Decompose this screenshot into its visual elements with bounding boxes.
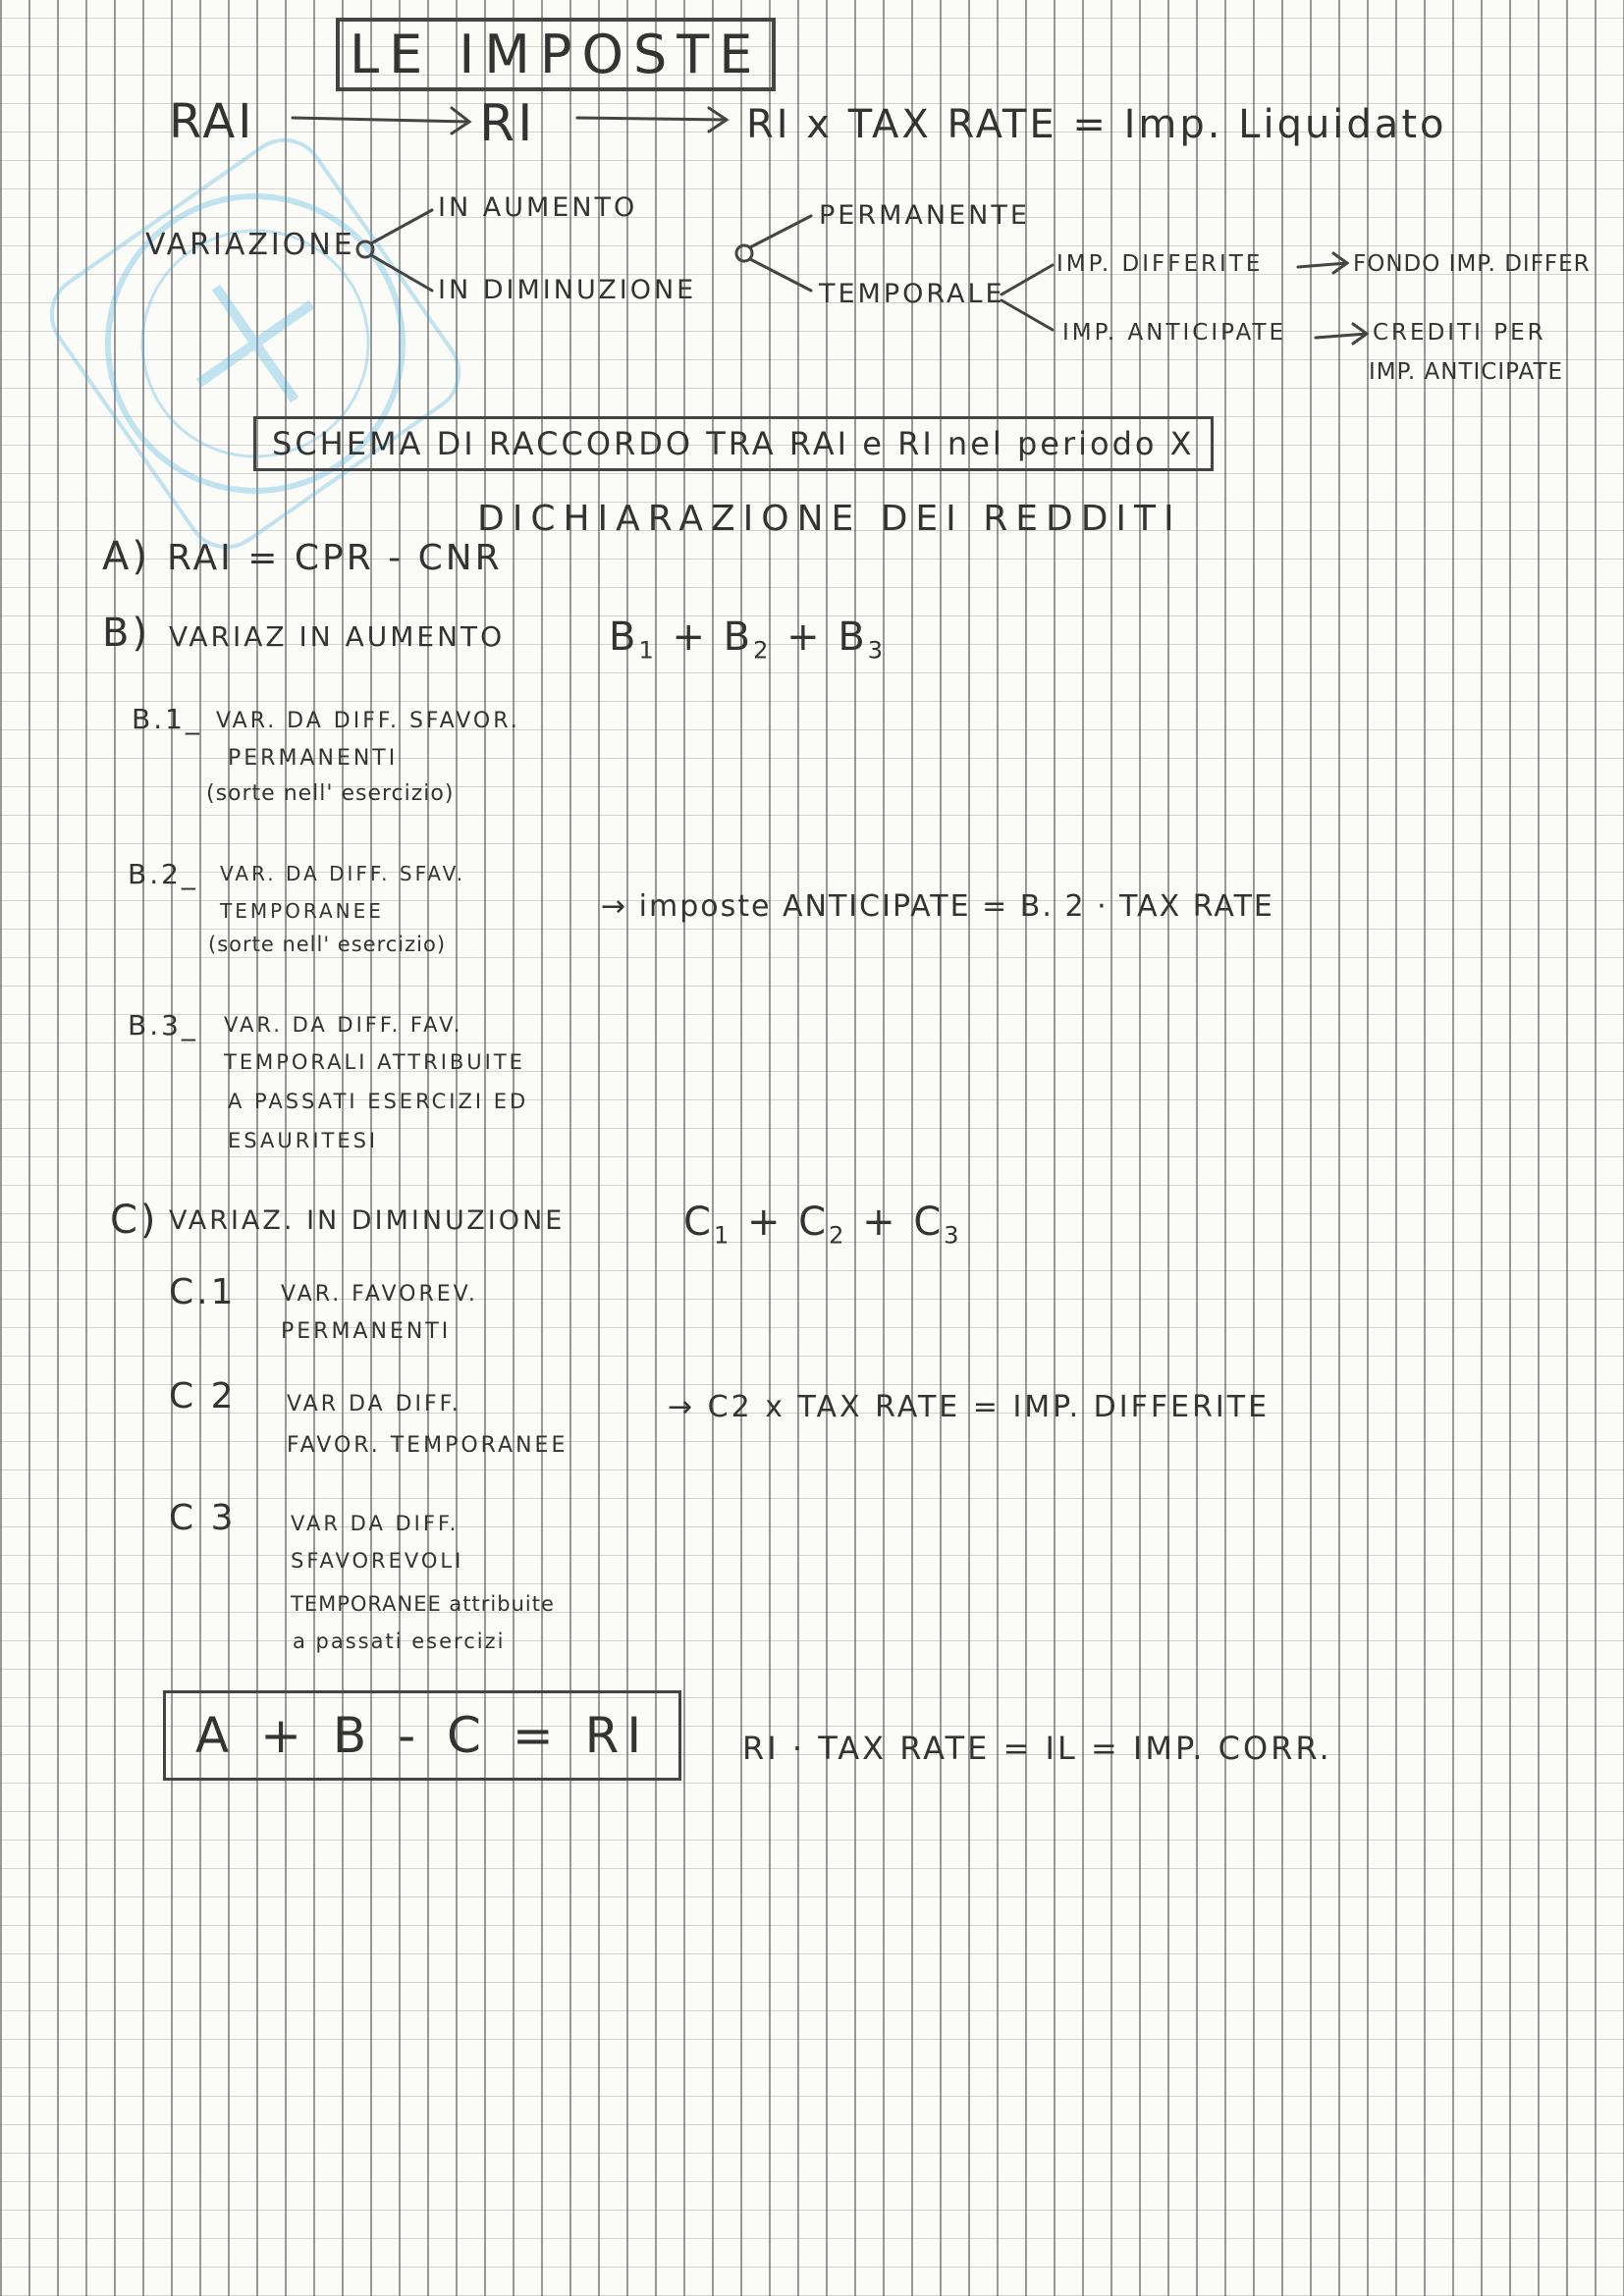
b2-code: B.2_ xyxy=(128,858,198,890)
fondo-imp-label: FONDO IMP. DIFFER xyxy=(1353,251,1591,277)
permanente-label: PERMANENTE xyxy=(819,200,1030,231)
b-sum-s2: 2 xyxy=(753,636,772,665)
b1-code: B.1_ xyxy=(132,703,202,735)
b-sum-b3: + B xyxy=(786,614,868,660)
b-sum-s3: 3 xyxy=(867,636,887,665)
b-sum-b2: + B xyxy=(672,614,754,660)
c-sum-s3: 3 xyxy=(944,1221,962,1250)
c-sum-c2: + C xyxy=(746,1200,830,1245)
arrow-crediti xyxy=(1316,324,1367,344)
page-title: LE IMPOSTE xyxy=(336,18,776,91)
section-c-text: VARIAZ. IN DIMINUZIONE xyxy=(169,1205,566,1236)
branch-anticipate xyxy=(1001,300,1053,330)
schema-subtitle: DICHIARAZIONE DEI REDDITI xyxy=(477,499,1182,539)
b3-line2: TEMPORALI ATTRIBUITE xyxy=(224,1050,525,1074)
c3-code: C 3 xyxy=(169,1498,237,1538)
c-sum-s2: 2 xyxy=(829,1221,847,1250)
b3-line3: A PASSATI ESERCIZI ED xyxy=(228,1090,529,1113)
c1-line1: VAR. FAVOREV. xyxy=(281,1282,478,1307)
c2-line2: FAVOR. TEMPORANEE xyxy=(287,1433,568,1458)
in-aumento-label: IN AUMENTO xyxy=(438,192,638,223)
c3-line3: TEMPORANEE attribuite xyxy=(291,1592,555,1616)
temporale-label: TEMPORALE xyxy=(819,279,1005,309)
c3-line2: SFAVOREVOLI xyxy=(291,1549,464,1573)
schema-title: SCHEMA DI RACCORDO TRA RAI e RI nel periodo X xyxy=(253,416,1214,471)
b-sum-s1: 1 xyxy=(638,636,657,665)
c3-line1: VAR DA DIFF. xyxy=(291,1512,460,1535)
b2-line2: TEMPORANEE xyxy=(220,899,384,923)
c2-result: → C2 x TAX RATE = IMP. DIFFERITE xyxy=(668,1390,1271,1424)
crediti-label-1: CREDITI PER xyxy=(1373,320,1546,346)
branch-differite xyxy=(1001,265,1053,294)
section-a-text: RAI = CPR - CNR xyxy=(167,538,503,578)
b1-line3: (sorte nell' esercizio) xyxy=(206,781,455,806)
flow-ri: RI xyxy=(479,94,536,153)
b-sum-b1: B xyxy=(609,614,639,660)
arrow-ri-formula xyxy=(577,108,727,132)
c1-code: C.1 xyxy=(169,1272,237,1312)
c-sum-c1: C xyxy=(683,1200,714,1245)
c2-line1: VAR DA DIFF. xyxy=(287,1392,461,1416)
b1-line2: PERMANENTI xyxy=(228,746,399,771)
flow-formula: RI x TAX RATE = Imp. Liquidato xyxy=(746,102,1447,147)
c-sum xyxy=(683,1200,962,1249)
section-a-letter: A) xyxy=(102,534,150,579)
b3-code: B.3_ xyxy=(128,1009,198,1041)
b3-line4: ESAURITESI xyxy=(228,1129,379,1152)
imp-anticipate-label: IMP. ANTICIPATE xyxy=(1062,320,1287,346)
branch-temporale xyxy=(750,259,811,291)
b2-line3: (sorte nell' esercizio) xyxy=(208,933,447,956)
section-b-letter: B) xyxy=(102,611,151,656)
b3-line1: VAR. DA DIFF. FAV. xyxy=(224,1013,463,1037)
section-c-letter: C) xyxy=(110,1198,159,1243)
section-b-text: VARIAZ IN AUMENTO xyxy=(169,620,506,653)
b2-line1: VAR. DA DIFF. SFAV. xyxy=(220,862,466,885)
flow-rai: RAI xyxy=(169,94,255,149)
c-sum-c3: + C xyxy=(862,1200,945,1245)
branch-permanente xyxy=(750,216,811,247)
final-equation: A + B - C = RI xyxy=(163,1690,681,1781)
b1-line1: VAR. DA DIFF. SFAVOR. xyxy=(216,709,520,733)
c-sum-s1: 1 xyxy=(713,1221,732,1250)
b-sum xyxy=(609,614,886,664)
in-diminuzione-label: IN DIMINUZIONE xyxy=(438,275,697,305)
b2-result: → imposte ANTICIPATE = B. 2 · TAX RATE xyxy=(601,889,1274,924)
imp-differite-label: IMP. DIFFERITE xyxy=(1056,251,1264,277)
c1-line2: PERMANENTI xyxy=(281,1319,452,1344)
crediti-label-2: IMP. ANTICIPATE xyxy=(1369,359,1564,385)
variazione-label: VARIAZIONE xyxy=(145,228,355,262)
c3-line4: a passati esercizi xyxy=(293,1629,506,1653)
node-tipo xyxy=(736,245,752,261)
c2-code: C 2 xyxy=(169,1376,237,1416)
arrow-fondo xyxy=(1298,253,1347,273)
final-result: RI · TAX RATE = IL = IMP. CORR. xyxy=(742,1730,1332,1767)
